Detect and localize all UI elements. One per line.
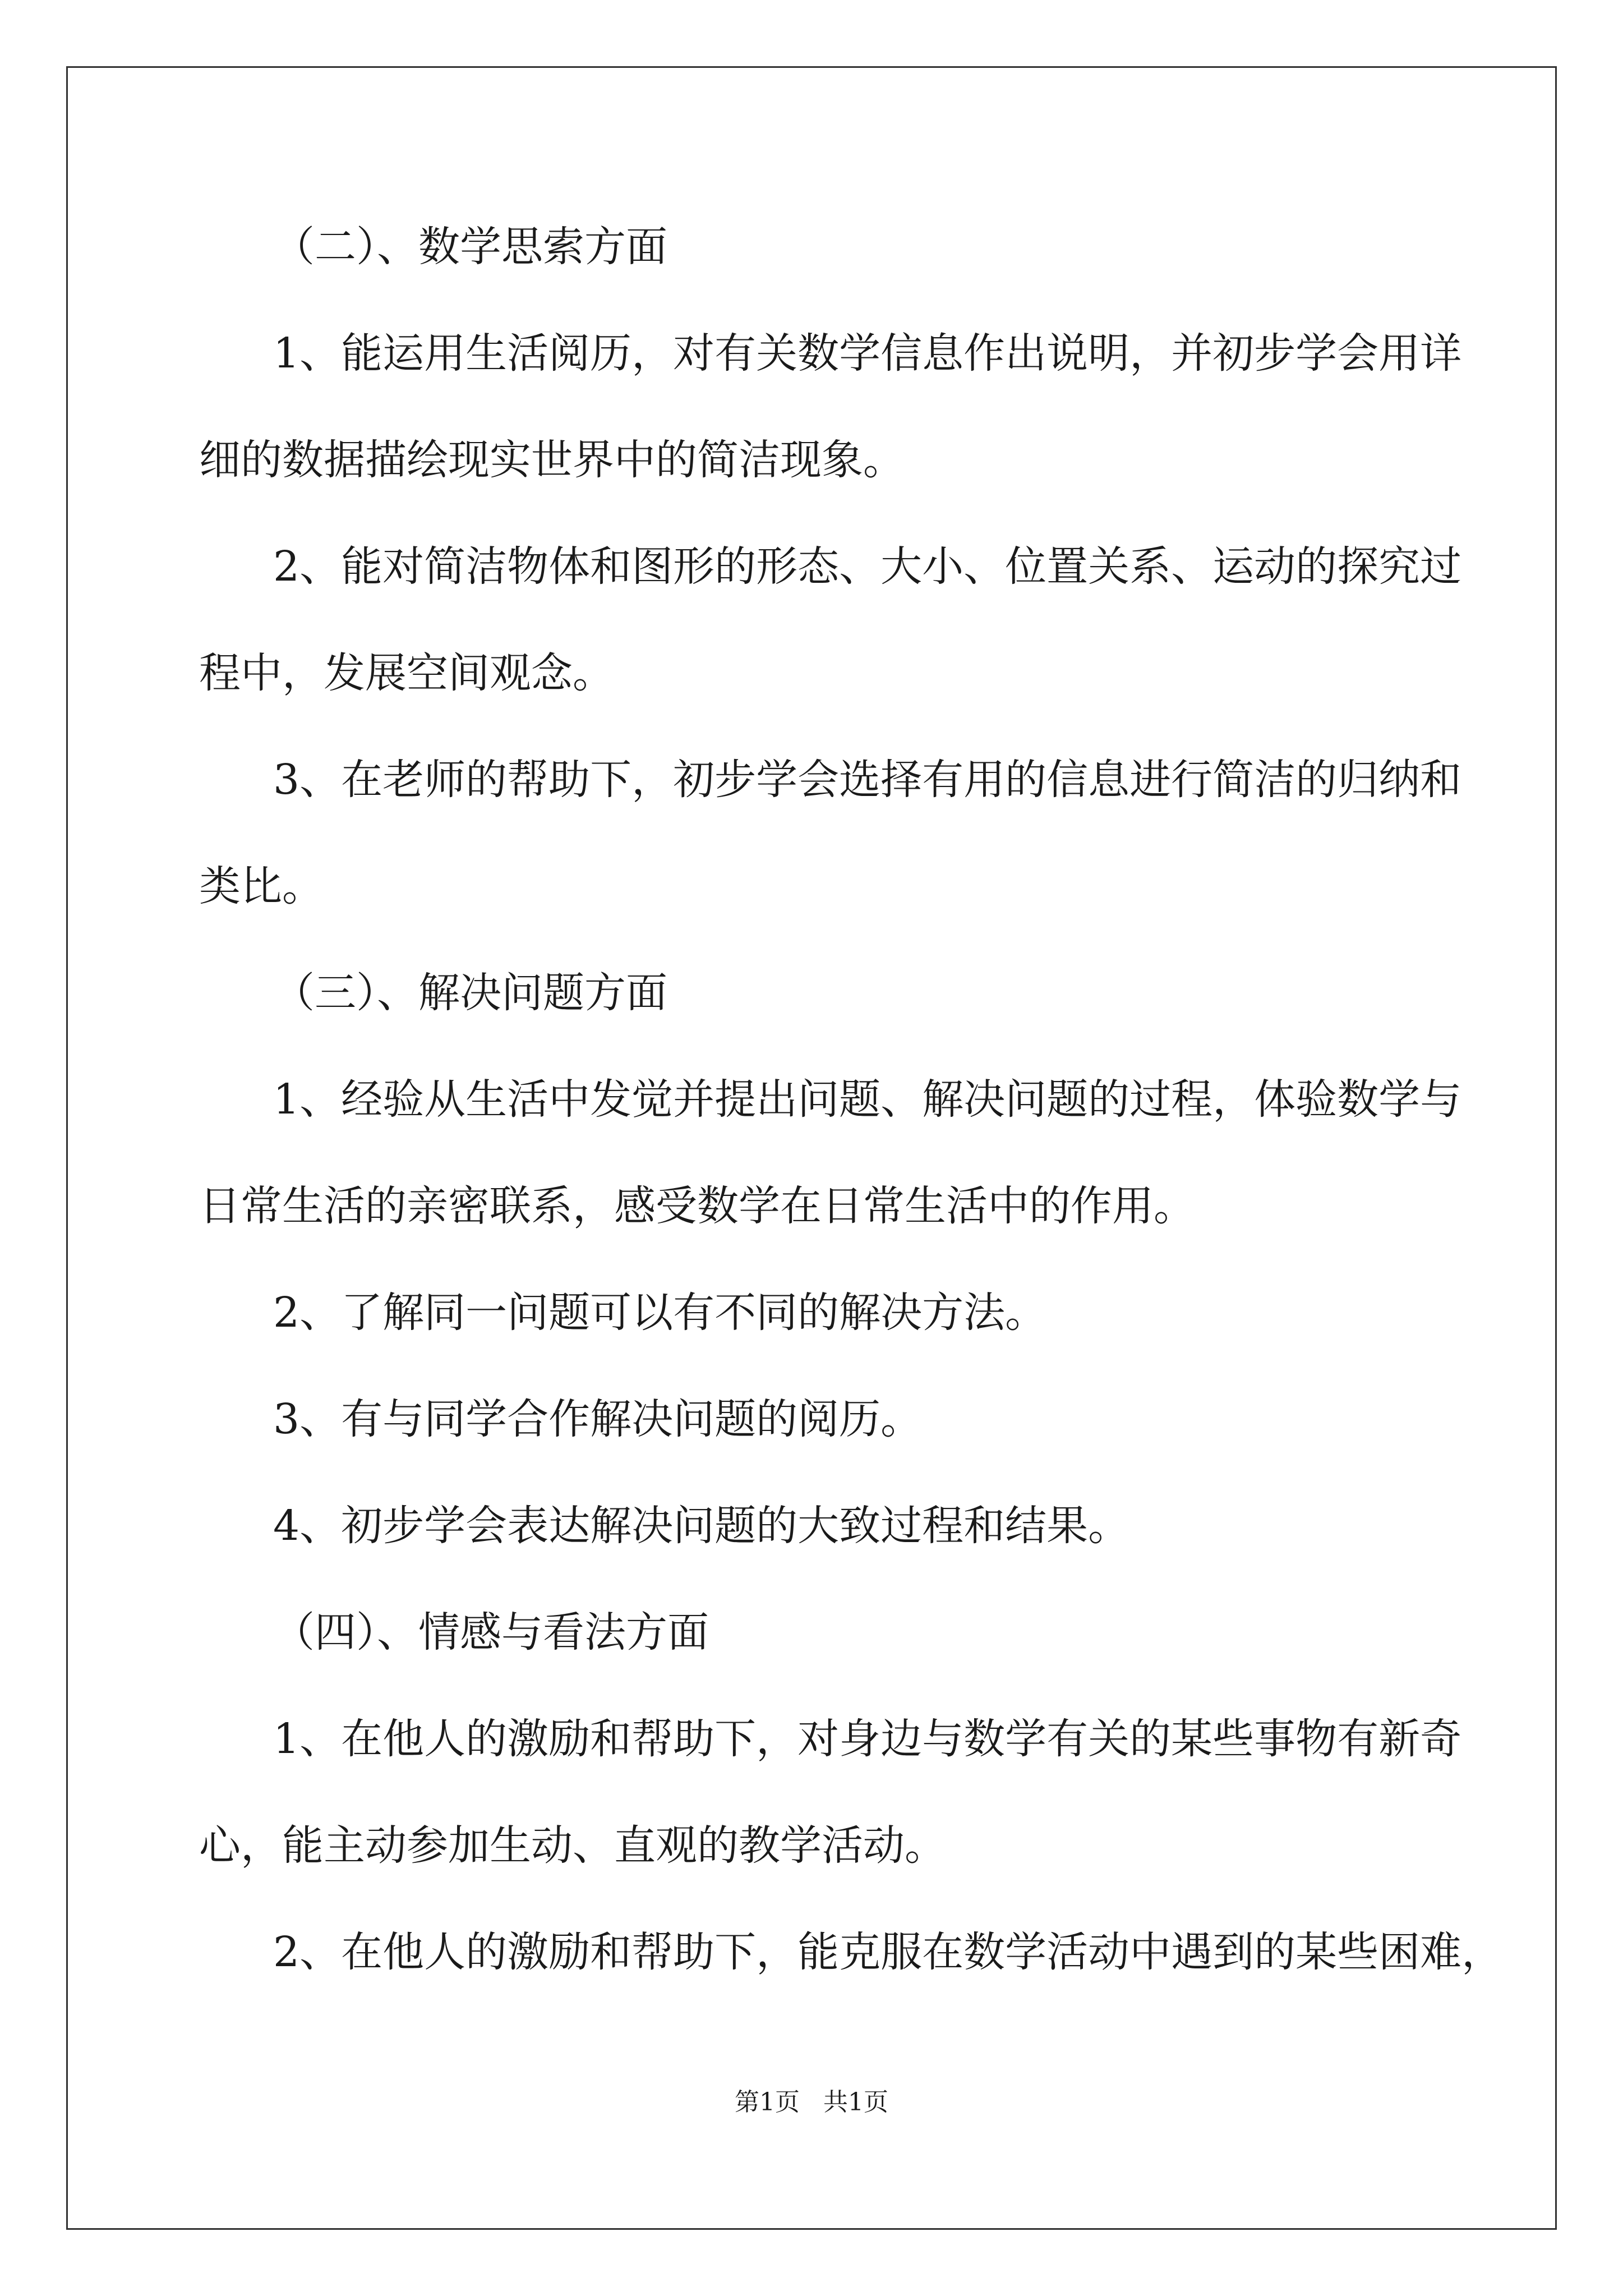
paragraph-line: 3、在老师的帮助下，初步学会选择有用的信息进行简洁的归纳和	[273, 756, 1462, 804]
paragraph-line: 类比。	[199, 862, 324, 910]
paragraph-line: 1、经验从生活中发觉并提出问题、解决问题的过程，体验数学与	[273, 1075, 1462, 1124]
paragraph-line: 2、能对简洁物体和图形的形态、大小、位置关系、运动的探究过	[273, 542, 1462, 591]
page-footer	[0, 2086, 1623, 2119]
page-number-label: 第1页 共1页	[735, 2088, 888, 2116]
paragraph-line: 2、了解同一问题可以有不同的解决方法。	[273, 1289, 1047, 1337]
paragraph-line: 日常生活的亲密联系，感受数学在日常生活中的作用。	[199, 1182, 1195, 1230]
paragraph-line: 1、能运用生活阅历，对有关数学信息作出说明，并初步学会用详	[273, 329, 1462, 378]
paragraph-line: 1、在他人的激励和帮助下，对身边与数学有关的某些事物有新奇	[273, 1715, 1462, 1763]
paragraph-line: 细的数据描绘现实世界中的简洁现象。	[199, 436, 905, 484]
paragraph-line: 2、在他人的激励和帮助下，能克服在数学活动中遇到的某些困难，	[273, 1928, 1504, 1976]
paragraph-line: 程中，发展空间观念。	[199, 649, 614, 697]
paragraph-line: 心，能主动参加生动、直观的教学活动。	[199, 1821, 946, 1870]
paragraph-line: 3、有与同学合作解决问题的阅历。	[273, 1395, 923, 1443]
section-heading-3: （三）、解决问题方面	[273, 969, 667, 1017]
section-heading-4: （四）、情感与看法方面	[273, 1608, 709, 1657]
paragraph-line: 4、初步学会表达解决问题的大致过程和结果。	[273, 1502, 1130, 1550]
document-body	[199, 219, 1504, 2031]
section-heading-2: （二）、数学思索方面	[273, 223, 667, 271]
